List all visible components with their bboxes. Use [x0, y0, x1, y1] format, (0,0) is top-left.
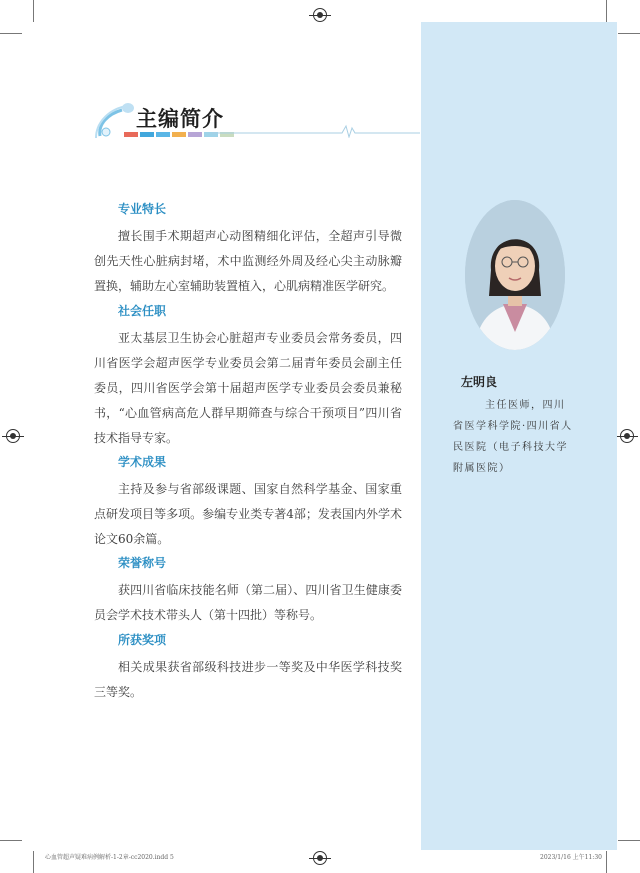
person-name: 左明良	[461, 375, 498, 389]
crop-mark	[606, 0, 607, 22]
crop-mark	[606, 851, 607, 873]
section-title: 专业特长	[118, 202, 167, 216]
registration-mark	[313, 851, 327, 865]
crop-mark	[0, 33, 22, 34]
crop-mark	[618, 840, 640, 841]
section-expertise	[94, 200, 402, 299]
portrait-photo	[465, 200, 565, 350]
crop-mark	[33, 0, 34, 22]
section-title: 社会任职	[118, 304, 167, 318]
footer-file: 心血管超声疑难病例解析-1-2章-cc2020.indd 5	[45, 854, 174, 861]
section-achievements	[94, 453, 402, 552]
page-title: 主编简介	[136, 107, 224, 131]
crop-mark	[0, 840, 22, 841]
section-awards	[94, 631, 402, 705]
registration-mark	[313, 8, 327, 22]
person-bio: 主任医师，四川省医学科学院·四川省人民医院（电子科技大学附属医院）	[453, 400, 573, 474]
crop-mark	[33, 851, 34, 873]
section-body: 相关成果获省部级科技进步一等奖及中华医学科技奖三等奖。	[94, 660, 402, 699]
section-positions	[94, 302, 402, 451]
ecg-line-icon	[212, 122, 420, 138]
registration-mark	[6, 429, 20, 443]
section-title: 荣誉称号	[118, 556, 167, 570]
section-honors	[94, 554, 402, 628]
section-title: 学术成果	[118, 455, 167, 469]
section-body: 获四川省临床技能名师（第二届）、四川省卫生健康委员会学术技术带头人（第十四批）等称号。	[94, 583, 402, 622]
section-body: 主持及参与省部级课题、国家自然科学基金、国家重点研发项目等多项。参编专业类专著4部；发表国内外学术论文60余篇。	[94, 482, 402, 546]
section-body: 擅长围手术期超声心动图精细化评估，全超声引导微创先天性心脏病封堵，术中监测经外周及经心尖主动脉瓣置换，辅助左心室辅助装置植入，心肌病精准医学研究。	[94, 229, 402, 293]
footer-timestamp: 2023/1/16 上午11:30	[540, 854, 602, 861]
crop-mark	[618, 33, 640, 34]
section-body: 亚太基层卫生协会心脏超声专业委员会常务委员，四川省医学会超声医学专业委员会第二届青年委员会副主任委员，四川省医学会第十届超声医学专业委员会委员兼秘书，“心血管病高危人群早期筛查与综合干预项目”四川省技术指导专家。	[94, 331, 402, 445]
registration-mark	[620, 429, 634, 443]
section-title: 所获奖项	[118, 633, 167, 647]
